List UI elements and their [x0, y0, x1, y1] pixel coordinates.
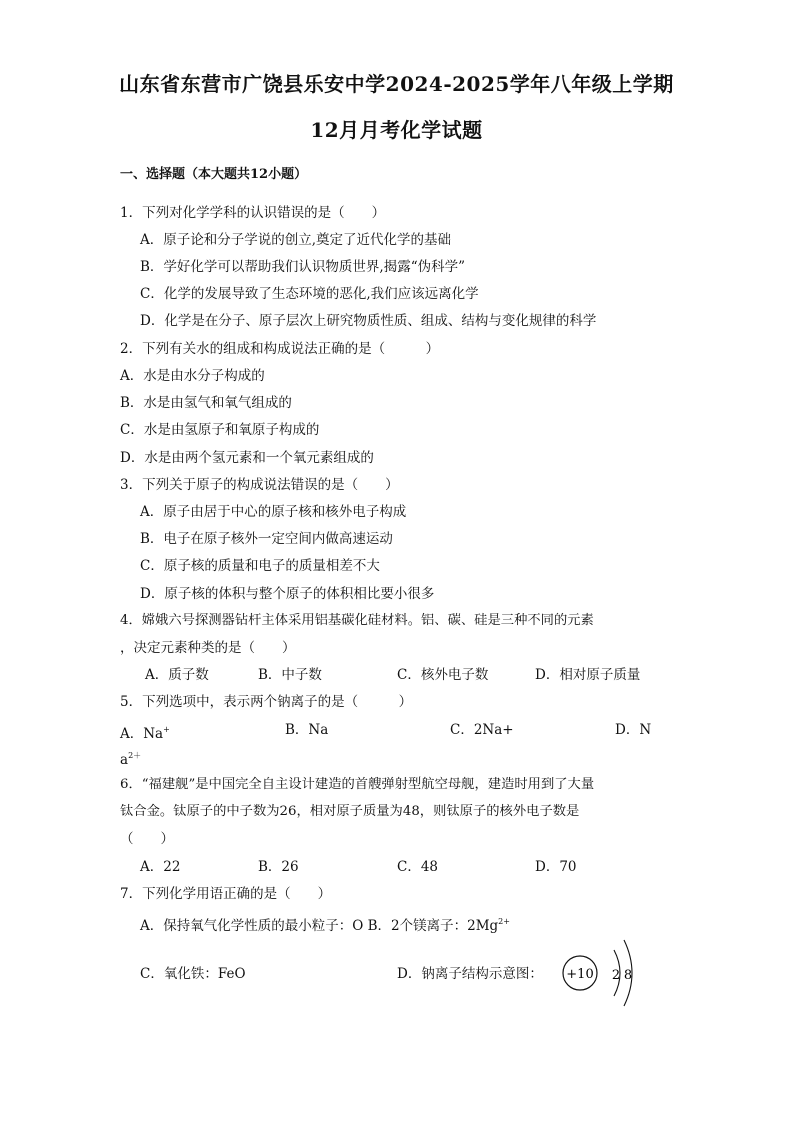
q7-options-ab: A．保持氧气化学性质的最小粒子：O B．2个镁离子：$2Mg^{2+}$ — [140, 917, 510, 934]
q2-option-b: B．水是由氢气和氧气组成的 — [120, 395, 292, 411]
paper-title-line2: 12月月考化学试题 — [310, 118, 483, 142]
q5-option-d: D．N — [615, 722, 652, 738]
q1-option-a: A．原子论和分子学说的创立,奠定了近代化学的基础 — [140, 232, 452, 248]
shell1-electrons: 2 — [611, 968, 621, 983]
paper-title-line1: 山东省东营市广饶县乐安中学2024-2025学年八年级上学期 — [119, 72, 674, 96]
q4-option-c: C．核外电子数 — [397, 667, 489, 683]
q2-stem: 2．下列有关水的组成和构成说法正确的是（ ） — [120, 341, 440, 357]
q6-stem-line3: （ ） — [120, 831, 174, 847]
q2-option-a: A．水是由水分子构成的 — [120, 368, 265, 384]
q7-option-c: C．氧化铁：FeO — [140, 966, 246, 982]
sodium-ion-structure-diagram — [558, 935, 648, 1011]
q6-option-c: C．48 — [397, 859, 439, 875]
q1-option-d: D．化学是在分子、原子层次上研究物质性质、组成、结构与变化规律的科学 — [140, 313, 597, 329]
q6-option-b: B．26 — [258, 859, 299, 875]
q5-option-b: B．Na — [285, 722, 329, 738]
q6-stem-line2: 钛合金。钛原子的中子数为26，相对原子质量为48，则钛原子的核外电子数是 — [120, 804, 580, 819]
q7-stem: 7．下列化学用语正确的是（ ） — [120, 886, 332, 902]
q1-option-c: C．化学的发展导致了生态环境的恶化,我们应该远离化学 — [140, 286, 479, 302]
q6-option-d: D．70 — [535, 859, 577, 875]
q4-option-b: B．中子数 — [258, 667, 322, 683]
q5-option-d-continued: $a^{2+}$ — [120, 751, 142, 768]
q4-stem-line2: ，决定元素种类的是（ ） — [120, 640, 296, 656]
shell2-electrons: 8 — [623, 968, 633, 983]
section-heading: 一、选择题（本大题共12小题） — [120, 167, 308, 182]
q5-option-a: A．Na+ — [120, 725, 170, 742]
q7-option-d: D．钠离子结构示意图： — [397, 966, 543, 982]
q3-option-c: C．原子核的质量和电子的质量相差不大 — [140, 558, 380, 574]
q6-option-a: A．22 — [140, 859, 181, 875]
q6-stem-line1: 6．“福建舰”是中国完全自主设计建造的首艘弹射型航空母舰，建造时用到了大量 — [120, 777, 595, 792]
q2-option-d: D．水是由两个氢元素和一个氧元素组成的 — [120, 450, 374, 466]
q1-option-b: B．学好化学可以帮助我们认识物质世界,揭露“伪科学” — [140, 259, 466, 275]
q4-option-d: D．相对原子质量 — [535, 667, 641, 683]
q4-option-a: A．质子数 — [145, 667, 209, 683]
q5-option-c: C．2Na+ — [450, 722, 514, 738]
nucleus-charge: +10 — [566, 967, 594, 982]
q3-stem: 3．下列关于原子的构成说法错误的是（ ） — [120, 477, 399, 493]
q5-stem: 5．下列选项中，表示两个钠离子的是（ ） — [120, 694, 413, 710]
q1-stem: 1．下列对化学学科的认识错误的是（ ） — [120, 205, 386, 221]
q2-option-c: C．水是由氢原子和氧原子构成的 — [120, 422, 320, 438]
q3-option-b: B．电子在原子核外一定空间内做高速运动 — [140, 531, 393, 547]
q3-option-d: D．原子核的体积与整个原子的体积相比要小很多 — [140, 586, 435, 602]
q3-option-a: A．原子由居于中心的原子核和核外电子构成 — [140, 504, 407, 520]
q4-stem-line1: 4．嫦娥六号探测器钻杆主体采用铝基碳化硅材料。铝、碳、硅是三种不同的元素 — [120, 613, 594, 628]
